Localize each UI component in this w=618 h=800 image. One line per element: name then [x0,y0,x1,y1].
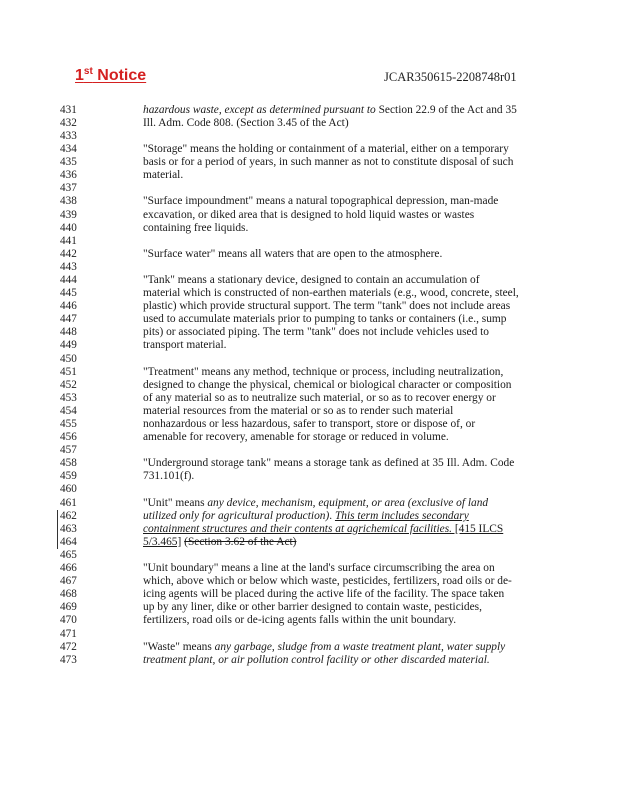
text-line: material resources from the material or so as to render such material [143,405,454,417]
line-number: 447 [60,313,77,325]
text-line: transport material. [143,339,227,351]
inserted-text: This term includes secondary [334,510,469,522]
text-line: Ill. Adm. Code 808. (Section 3.45 of the Act) [143,117,349,129]
definition-treatment: "Treatment" means any method, technique or process, including neutralization, [143,366,504,378]
line-number: 454 [60,405,77,417]
text-line: which, above which or below which waste, pesticides, fertilizers, road oils or de- [143,575,512,587]
line-number: 443 [60,261,77,273]
quoted-statute-text: hazardous waste, except as determined pursuant to [143,104,376,116]
line-number: 472 [60,641,77,653]
quoted-statute-text: any device, mechanism, equipment, or area (exclusive of land [207,497,489,509]
line-number: 437 [60,182,77,194]
line-number: 448 [60,326,77,338]
definition-surface-water: "Surface water" means all waters that are open to the atmosphere. [143,248,443,260]
text-line [143,104,553,117]
line-number: 442 [60,248,77,260]
text-line: basis or for a period of years, in such manner as not to constitute disposal of such [143,156,514,168]
text-line: amenable for recovery, amenable for storage or reduced in volume. [143,431,449,443]
quoted-statute-text: treatment plant, or air pollution control facility or other discarded material. [143,654,490,666]
text-fragment: . [329,510,335,522]
text-line: used to accumulate materials prior to pumping to tanks or containers (i.e., sump [143,313,507,325]
line-number: 432 [60,117,77,129]
line-number: 444 [60,274,77,286]
text-line: material which is constructed of non-earthen materials (e.g., wood, concrete, steel, [143,287,519,299]
text-line [143,523,553,536]
notice-label [75,66,146,85]
line-number: 453 [60,392,77,404]
text-line: material. [143,169,184,181]
line-number: 440 [60,222,77,234]
line-number: 455 [60,418,77,430]
text-line [143,536,553,549]
line-number: 462 [57,510,86,523]
definition-unit [143,497,553,510]
text-line: icing agents will be placed during the active life of the facility. The space taken [143,588,505,600]
line-number: 446 [60,300,77,312]
line-number: 459 [60,470,77,482]
text-line: of any material so as to neutralize such material, or so as to recover energy or [143,392,496,404]
definition-unit-boundary: "Unit boundary" means a line at the land's surface circumscribing the area on [143,562,495,574]
text-fragment: "Waste" means [143,641,215,653]
line-number: 467 [60,575,77,587]
inserted-text: 5/3.465] [143,536,182,548]
text-line: designed to change the physical, chemical or biological character or composition [143,379,512,391]
inserted-text: [415 ILCS [451,523,504,535]
line-number: 452 [60,379,77,391]
text-line: containing free liquids. [143,222,249,234]
line-number: 465 [60,549,77,561]
text-line: nonhazardous or less hazardous, safer to transport, store or dispose of, or [143,418,476,430]
text-line [143,510,553,523]
line-number: 461 [60,497,77,509]
line-number: 435 [60,156,77,168]
deleted-text: (Section 3.62 of the Act) [184,536,297,548]
line-number: 469 [60,601,77,613]
text-line: pits) or associated piping. The term "tank" does not include vehicles used to [143,326,489,338]
line-number: 468 [60,588,77,600]
line-number: 451 [60,366,77,378]
notice-word: Notice [92,67,147,84]
line-number: 464 [57,536,86,549]
line-number: 456 [60,431,77,443]
line-number: 450 [60,353,77,365]
line-number: 445 [60,287,77,299]
notice-number: 1 [75,67,84,84]
line-number: 441 [60,235,77,247]
definition-underground-storage-tank: "Underground storage tank" means a storage tank as defined at 35 Ill. Adm. Code [143,457,515,469]
definition-waste [143,641,553,654]
line-number: 460 [60,483,77,495]
line-number: 433 [60,130,77,142]
notice-suffix: st [83,66,93,77]
text-line: plastic) which provide structural support. The term "tank" does not include areas [143,300,511,312]
inserted-text: containment structures and their contents at agrichemical facilities. [143,523,452,535]
line-number: 434 [60,143,77,155]
line-number: 457 [60,444,77,456]
line-number: 436 [60,169,77,181]
line-number: 449 [60,339,77,351]
line-number: 463 [57,523,86,536]
text-fragment: "Unit" means [143,497,208,509]
text-line: excavation, or diked area that is designed to hold liquid wastes or wastes [143,209,475,221]
line-number: 470 [60,614,77,626]
line-number: 458 [60,457,77,469]
definition-surface-impoundment: "Surface impoundment" means a natural topographical depression, man-made [143,195,499,207]
definition-tank: "Tank" means a stationary device, designed to contain an accumulation of [143,274,480,286]
document-id: JCAR350615-2208748r01 [384,70,517,84]
line-number: 431 [60,104,77,116]
line-number: 439 [60,209,77,221]
text-line: fertilizers, road oils or de-icing agents falls within the unit boundary. [143,614,457,626]
text-line: up by any liner, dike or other barrier designed to contain waste, pesticides, [143,601,482,613]
line-number: 438 [60,195,77,207]
line-number: 473 [60,654,77,666]
quoted-statute-text: utilized only for agricultural production) [143,510,330,522]
line-number: 471 [60,628,77,640]
text-fragment: Section 22.9 of the Act and 35 [375,104,517,116]
quoted-statute-text: any garbage, sludge from a waste treatment plant, water supply [214,641,506,653]
definition-storage: "Storage" means the holding or containment of a material, either on a temporary [143,143,509,155]
text-line: 731.101(f). [143,470,195,482]
line-number: 466 [60,562,77,574]
